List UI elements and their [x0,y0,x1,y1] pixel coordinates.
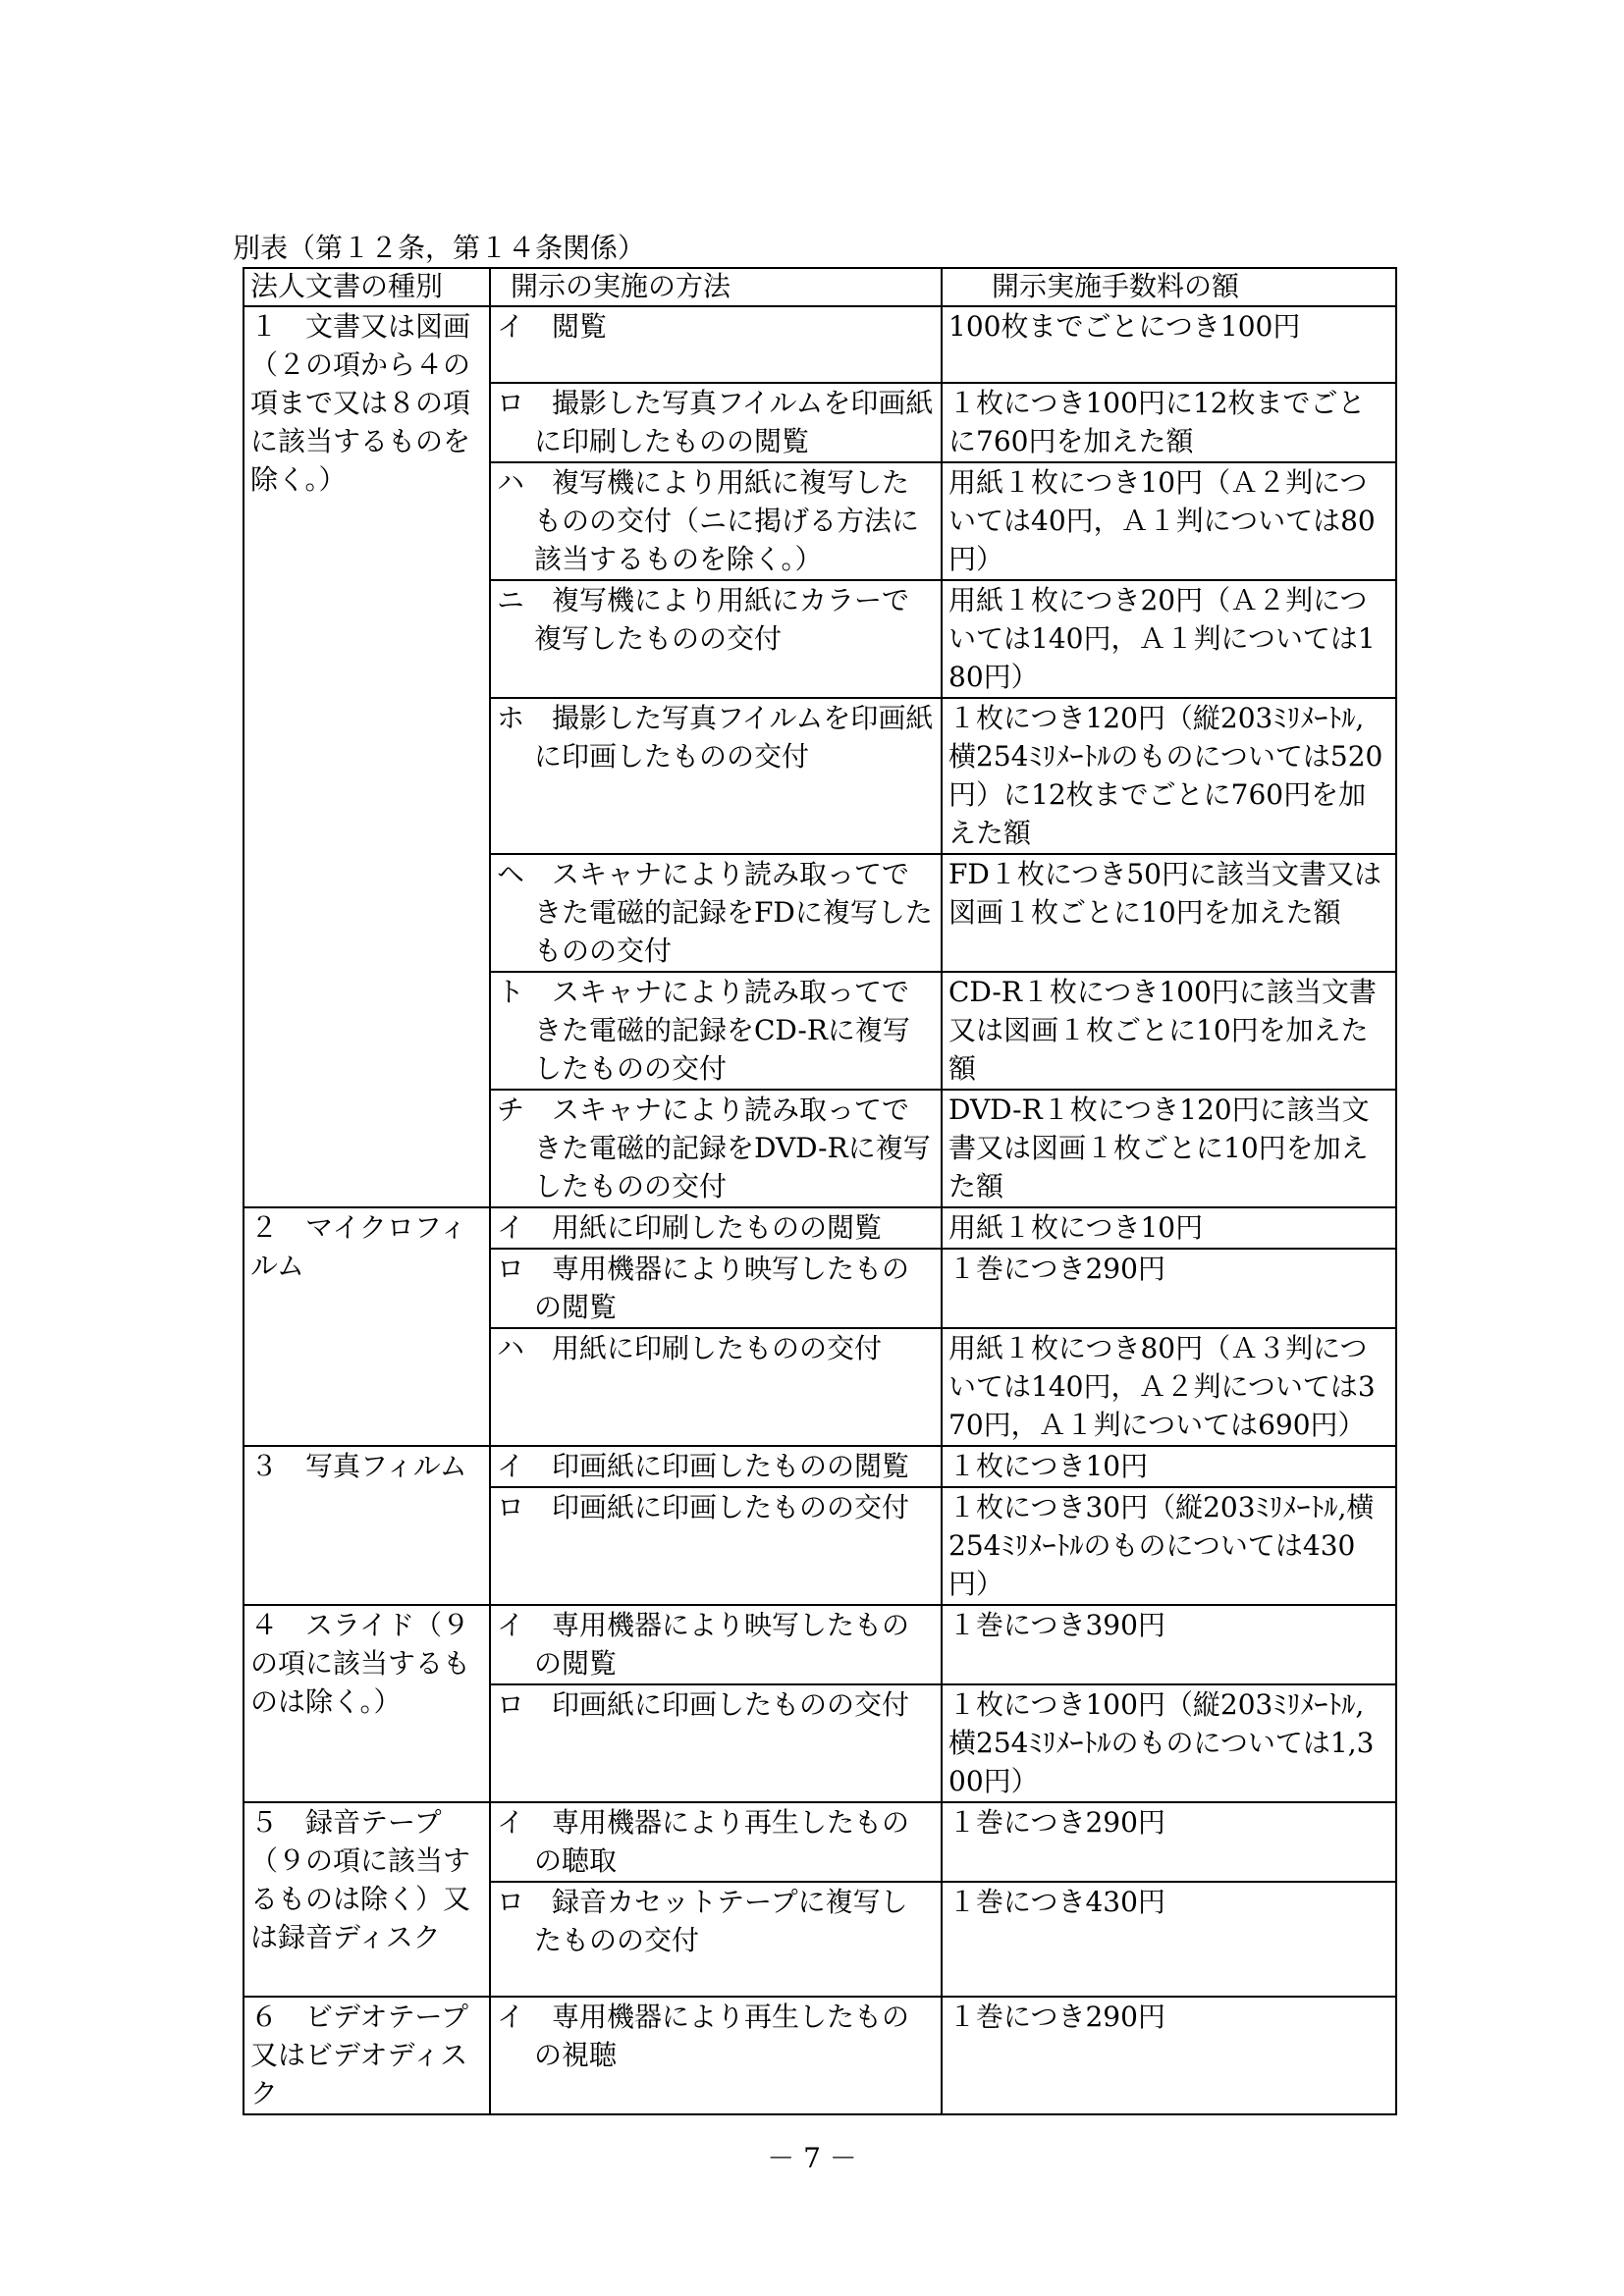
page-number: － 7 － [767,2142,857,2174]
method-cell: ニ 複写機により用紙にカラーで複写したものの交付 [490,580,942,698]
fee-cell: １枚につき10円 [942,1446,1396,1487]
method-cell: イ 専用機器により再生したものの視聴 [490,1997,942,2114]
table-row [244,1605,1396,1684]
method-cell: ロ 録音カセットテープに複写したものの交付 [490,1882,942,1997]
table-caption: 別表（第１２条，第１４条関係） [233,232,646,264]
fee-cell: １巻につき290円 [942,1997,1396,2114]
fee-cell: １巻につき290円 [942,1249,1396,1328]
table-row [244,1802,1396,1882]
table-row [244,1207,1396,1249]
table-row [244,1446,1396,1487]
method-cell: イ 専用機器により映写したものの閲覧 [490,1605,942,1684]
table-body [244,306,1396,2114]
document-type-cell: ５ 録音テープ（９の項に該当するものは除く）又は録音ディスク [244,1802,490,1997]
fee-cell: １巻につき290円 [942,1802,1396,1882]
method-cell: ロ 印画紙に印画したものの交付 [490,1684,942,1802]
document-type-cell: １ 文書又は図画（２の項から４の項まで又は８の項に該当するものを除く。） [244,306,490,1207]
method-cell: ロ 専用機器により映写したものの閲覧 [490,1249,942,1328]
method-cell: イ 閲覧 [490,306,942,383]
method-cell: チ スキャナにより読み取ってできた電磁的記録をDVD-Rに複写したものの交付 [490,1090,942,1207]
fee-table [243,267,1397,2115]
fee-cell: 用紙１枚につき80円（Ａ３判については140円，Ａ２判については370円，Ａ１判については690円） [942,1328,1396,1446]
fee-cell: CD-R１枚につき100円に該当文書又は図画１枚ごとに10円を加えた額 [942,972,1396,1090]
header-fee-amount: 開示実施手数料の額 [942,268,1396,306]
method-cell: ヘ スキャナにより読み取ってできた電磁的記録をFDに複写したものの交付 [490,854,942,972]
document-type-cell: ２ マイクロフィルム [244,1207,490,1446]
fee-cell: １枚につき30円（縦203ﾐﾘﾒｰﾄﾙ,横254ﾐﾘﾒｰﾄﾙのものについては430円） [942,1487,1396,1605]
fee-cell: １枚につき120円（縦203ﾐﾘﾒｰﾄﾙ,横254ﾐﾘﾒｰﾄﾙのものについては520円）に12枚までごとに760円を加えた額 [942,698,1396,854]
method-cell: ロ 印画紙に印画したものの交付 [490,1487,942,1605]
document-type-cell: ６ ビデオテープ又はビデオディスク [244,1997,490,2114]
table-row [244,306,1396,383]
method-cell: ホ 撮影した写真フイルムを印画紙に印画したものの交付 [490,698,942,854]
fee-cell: 用紙１枚につき10円 [942,1207,1396,1249]
header-row [244,268,1396,306]
method-cell: ト スキャナにより読み取ってできた電磁的記録をCD-Rに複写したものの交付 [490,972,942,1090]
document-type-cell: ３ 写真フィルム [244,1446,490,1605]
method-cell: イ 用紙に印刷したものの閲覧 [490,1207,942,1249]
fee-cell: １巻につき390円 [942,1605,1396,1684]
header-document-type: 法人文書の種別 [244,268,490,306]
fee-cell: 用紙１枚につき10円（Ａ２判については40円，Ａ１判については80円） [942,462,1396,580]
fee-cell: DVD-R１枚につき120円に該当文書又は図画１枚ごとに10円を加えた額 [942,1090,1396,1207]
document-type-cell: ４ スライド（９の項に該当するものは除く。） [244,1605,490,1802]
header-disclosure-method: 開示の実施の方法 [490,268,942,306]
method-cell: イ 印画紙に印画したものの閲覧 [490,1446,942,1487]
fee-cell: 100枚までごとにつき100円 [942,306,1396,383]
fee-cell: １枚につき100円（縦203ﾐﾘﾒｰﾄﾙ,横254ﾐﾘﾒｰﾄﾙのものについては1,300円） [942,1684,1396,1802]
method-cell: ロ 撮影した写真フイルムを印画紙に印刷したものの閲覧 [490,383,942,462]
method-cell: ハ 複写機により用紙に複写したものの交付（ニに掲げる方法に該当するものを除く。） [490,462,942,580]
fee-cell: 用紙１枚につき20円（Ａ２判については140円，Ａ１判については180円） [942,580,1396,698]
fee-cell: １枚につき100円に12枚までごとに760円を加えた額 [942,383,1396,462]
fee-cell: １巻につき430円 [942,1882,1396,1997]
method-cell: ハ 用紙に印刷したものの交付 [490,1328,942,1446]
fee-cell: FD１枚につき50円に該当文書又は図画１枚ごとに10円を加えた額 [942,854,1396,972]
table-row [244,1997,1396,2114]
method-cell: イ 専用機器により再生したものの聴取 [490,1802,942,1882]
